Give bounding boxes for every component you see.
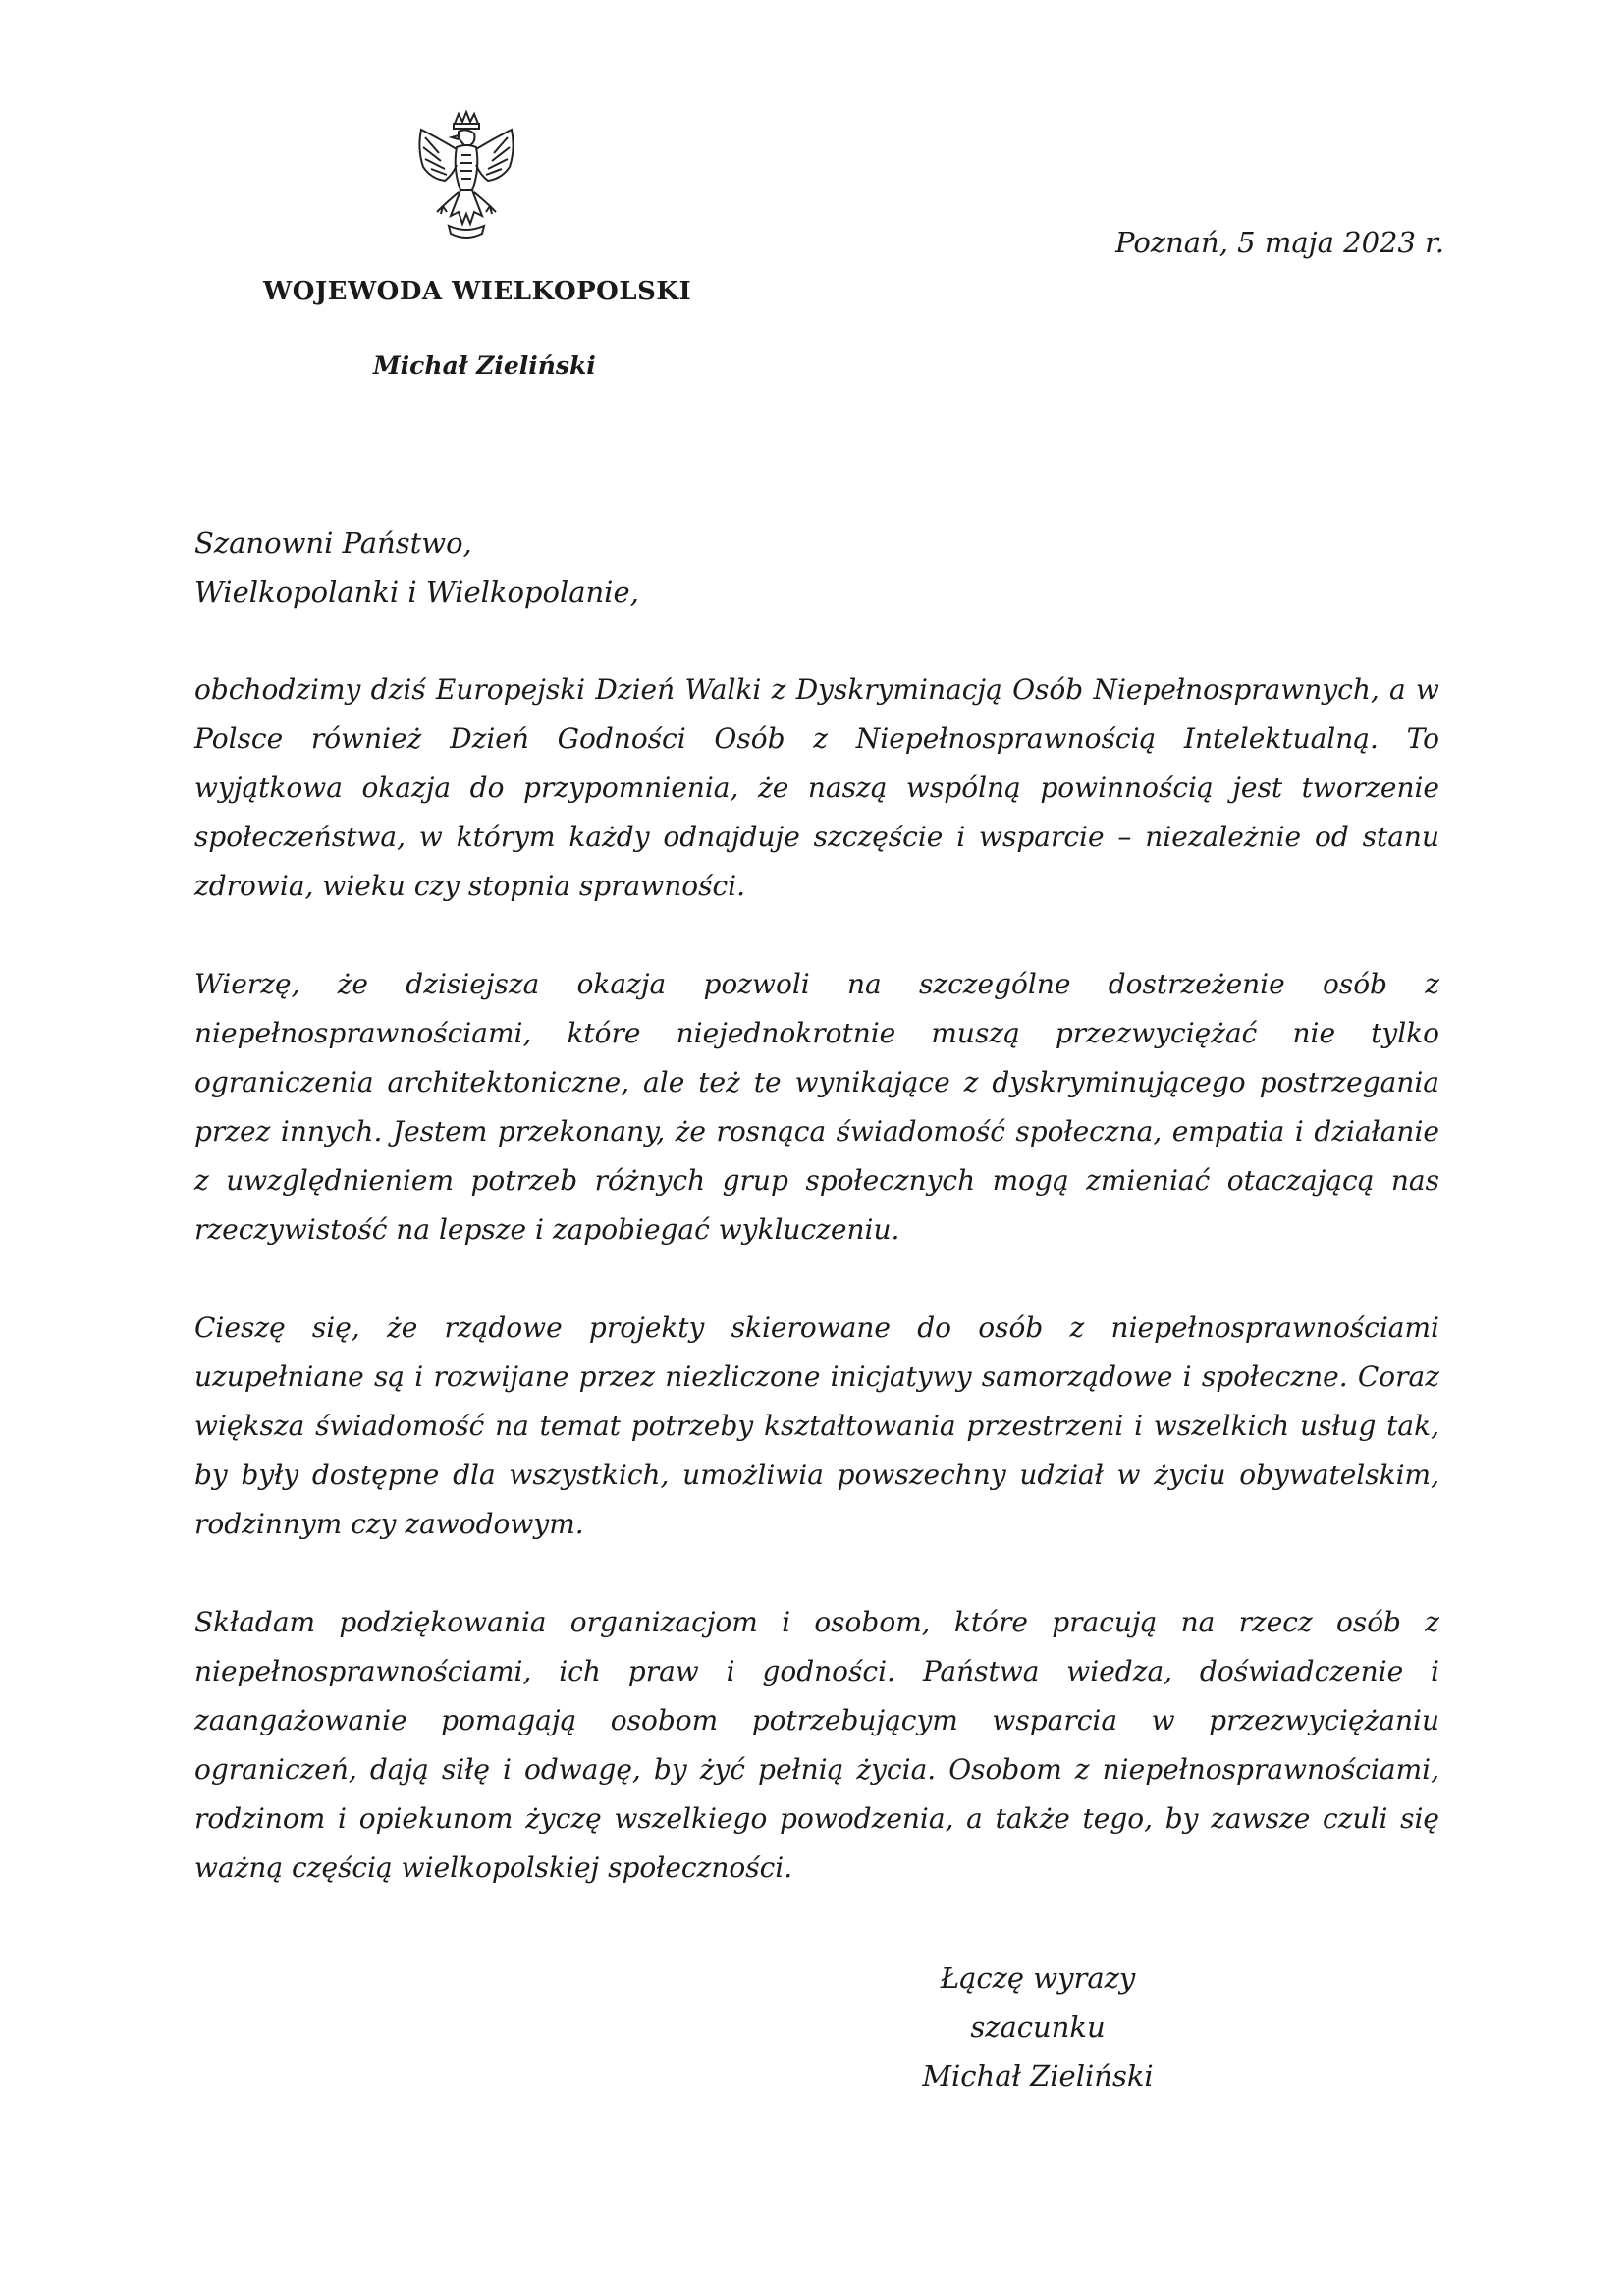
closing-signature: Michał Zieliński <box>922 2059 1154 2093</box>
paragraph-3: Cieszę się, że rządowe projekty skierowane do osób z niepełnosprawnościami uzupełniane są i rozwijane przez niezliczone inicjatywy samorządowe i społeczne. Coraz większa świadomość na temat potrzeby kształtowania przestrzeni i wszelkich usług tak, by były dostępne dla wszystkich, umożliwia powszechny udział w życiu obywatelskim, rodzinnym czy zawodowym. <box>194 1311 1439 1540</box>
polish-eagle-emblem-icon <box>407 110 525 257</box>
salutation <box>194 518 639 616</box>
salutation-line-1: Szanowni Państwo, <box>194 526 472 560</box>
date-line: Poznań, 5 maja 2023 r. <box>1115 226 1445 259</box>
salutation-line-2: Wielkopolanki i Wielkopolanie, <box>194 575 639 609</box>
paragraph-1: obchodzimy dziś Europejski Dzień Walki z Dyskryminacją Osób Niepełnosprawnych, a w Polsce również Dzień Godności Osób z Niepełnosprawnością Intelektualną. To wyjątkowa okazja do przypomnienia, że naszą wspólną powinnością jest tworzenie społeczeństwa, w którym każdy odnajduje szczęście i wsparcie – niezależnie od stanu zdrowia, wieku czy stopnia sprawności. <box>194 673 1439 902</box>
officer-name: Michał Zieliński <box>373 351 596 380</box>
closing-regards: Łączę wyrazy szacunku <box>940 1961 1136 2044</box>
paragraph-4: Składam podziękowania organizacjom i osobom, które pracują na rzecz osób z niepełnosprawnościami, ich praw i godności. Państwa wiedza, doświadczenie i zaangażowanie pomagają osobom potrzebującym wsparcia w przezwyciężaniu ograniczeń, dają siłę i odwagę, by żyć pełnią życia. Osobom z niepełnosprawnościami, rodzinom i opiekunom życzę wszelkiego powodzenia, a także tego, by zawsze czuli się ważną częścią wielkopolskiej społeczności. <box>194 1606 1439 1884</box>
closing <box>876 1953 1200 2101</box>
paragraph-2: Wierzę, że dzisiejsza okazja pozwoli na szczególne dostrzeżenie osób z niepełnosprawnościami, które niejednokrotnie muszą przezwyciężać nie tylko ograniczenia architektoniczne, ale też te wynikające z dyskryminującego postrzegania przez innych. Jestem przekonany, że rosnąca świadomość społeczna, empatia i działanie z uwzględnieniem potrzeb różnych grup społecznych mogą zmieniać otaczającą nas rzeczywistość na lepsze i zapobiegać wykluczeniu. <box>194 968 1439 1246</box>
letter-body <box>194 666 1439 1942</box>
office-title: WOJEWODA WIELKOPOLSKI <box>263 277 692 306</box>
